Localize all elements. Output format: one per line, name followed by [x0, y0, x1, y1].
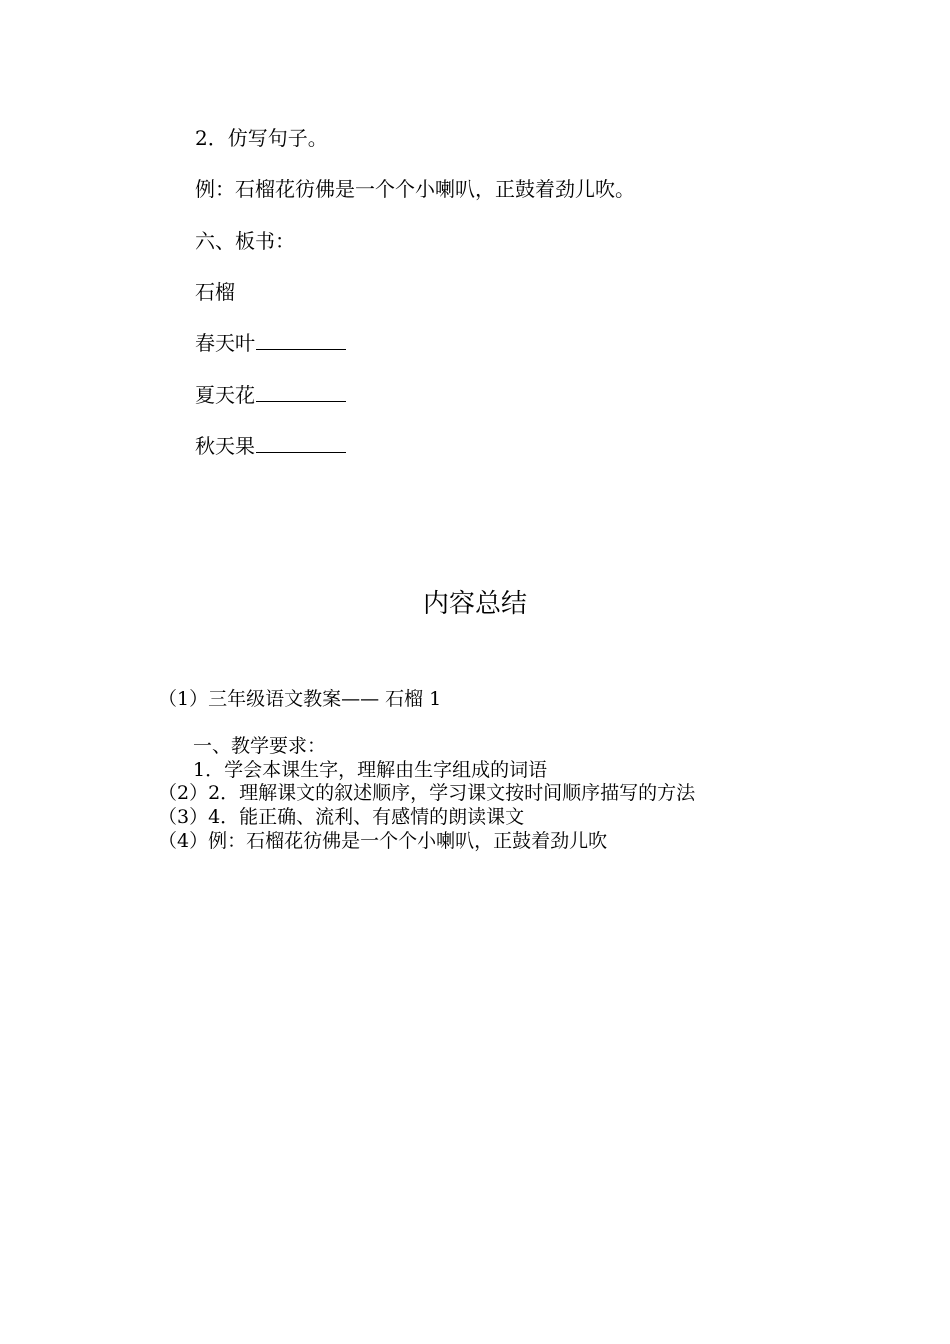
fill-in-blank	[256, 331, 346, 350]
summary-item-1-heading: 一、教学要求：	[193, 735, 327, 757]
section-heading-board: 六、板书：	[195, 229, 295, 253]
board-row-summer	[195, 383, 346, 407]
example-sentence: 例：石榴花彷佛是一个个小喇叭，正鼓着劲儿吹。	[195, 177, 635, 201]
summary-item-1-point: 1．学会本课生字，理解由生字组成的词语	[193, 759, 548, 781]
board-row-label: 夏天花	[195, 383, 255, 407]
board-row-spring	[195, 331, 346, 355]
board-row-autumn	[195, 434, 346, 458]
summary-item-4: （4）例：石榴花彷佛是一个个小喇叭，正鼓着劲儿吹	[158, 830, 608, 852]
exercise-heading: 2．仿写句子。	[195, 126, 328, 150]
board-row-label: 秋天果	[195, 434, 255, 458]
board-row-label: 春天叶	[195, 331, 255, 355]
summary-item-3: （3）4．能正确、流利、有感情的朗读课文	[158, 806, 525, 828]
board-title: 石榴	[195, 280, 235, 304]
summary-item-2: （2）2．理解课文的叙述顺序，学习课文按时间顺序描写的方法	[158, 782, 696, 804]
fill-in-blank	[256, 383, 346, 402]
fill-in-blank	[256, 434, 346, 453]
summary-title: 内容总结	[422, 589, 527, 619]
summary-item-1: （1）三年级语文教案—— 石榴 1	[158, 688, 442, 710]
